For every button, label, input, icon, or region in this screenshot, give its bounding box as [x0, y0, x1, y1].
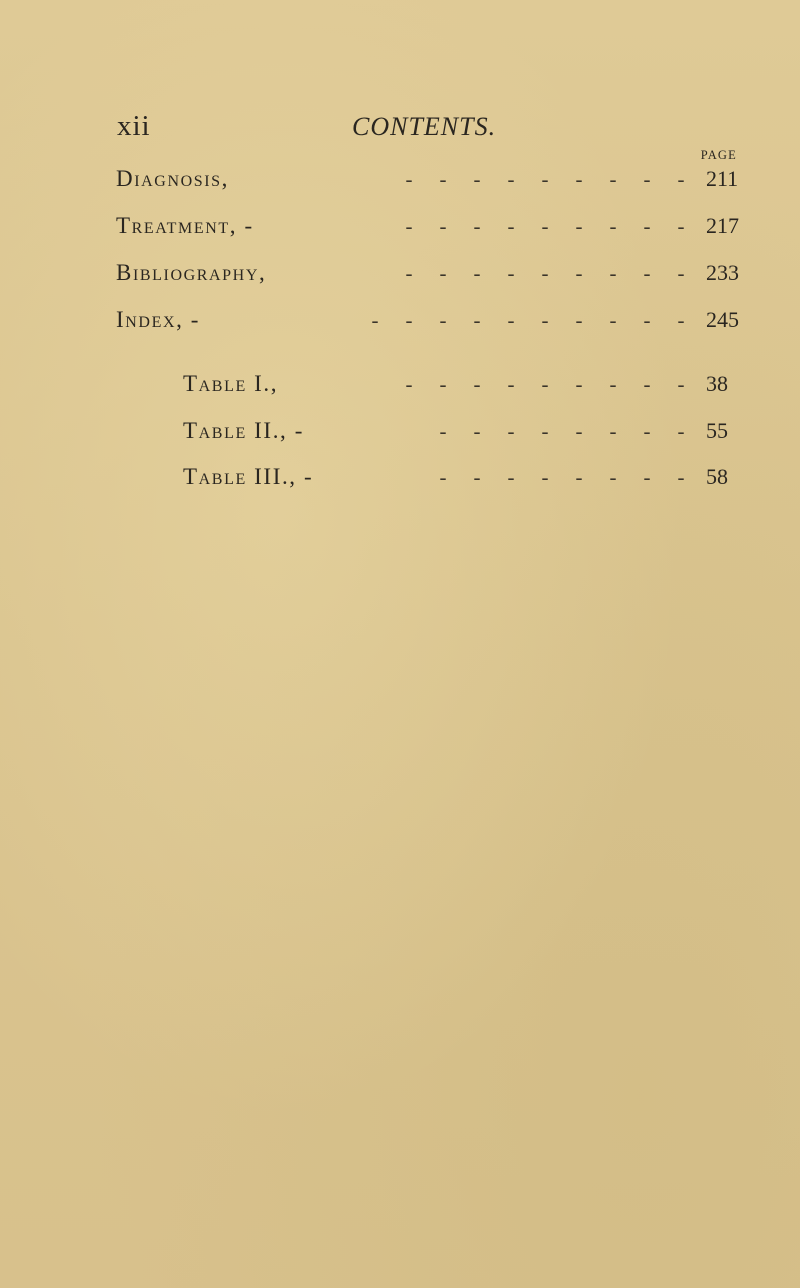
leader-dash: - [575, 465, 583, 489]
leader-dash: - [575, 419, 583, 443]
leader-dash: - [609, 308, 617, 332]
leader-dash: - [609, 465, 617, 489]
leader-dash: - [575, 308, 583, 332]
leader-dash: - [439, 214, 447, 238]
toc-entry-index [116, 307, 746, 347]
toc-entry-label: Table III., - [183, 464, 314, 489]
leader-dash: - [405, 261, 413, 285]
leader-dash: - [473, 214, 481, 238]
dot-leader [229, 167, 706, 192]
leader-dash: - [609, 372, 617, 396]
leader-dash: - [541, 372, 549, 396]
leader-dash: - [405, 308, 413, 332]
leader-dash: - [541, 419, 549, 443]
leader-dash: - [439, 261, 447, 285]
leader-dash: - [609, 214, 617, 238]
leader-dash: - [473, 167, 481, 191]
leader-dash: - [643, 419, 651, 443]
running-head [0, 104, 800, 148]
leader-dash: - [473, 419, 481, 443]
toc-entry-label: Index, - [116, 307, 201, 332]
leader-dash: - [575, 372, 583, 396]
leader-dash: - [439, 465, 447, 489]
dot-leader [313, 465, 706, 490]
toc-table-2 [183, 418, 746, 458]
leader-dash: - [575, 261, 583, 285]
toc-entry-label: Diagnosis, [116, 166, 230, 191]
leader-dash: - [609, 261, 617, 285]
leader-dash: - [541, 214, 549, 238]
leader-dash: - [541, 167, 549, 191]
page-title: CONTENTS. [352, 112, 497, 141]
leader-dash: - [643, 167, 651, 191]
toc-entry-label: Table I., [183, 371, 279, 396]
toc-entry-label: Table II., - [183, 418, 305, 443]
leader-dash: - [439, 372, 447, 396]
leader-dash: - [677, 214, 685, 238]
toc-table-3 [183, 464, 746, 504]
dot-leader [254, 214, 706, 239]
leader-dash: - [643, 261, 651, 285]
leader-dash: - [643, 308, 651, 332]
page-column-label: PAGE [700, 148, 737, 162]
leader-dash: - [473, 308, 481, 332]
toc-entry-page: 38 [706, 371, 728, 396]
leader-dash: - [677, 372, 685, 396]
leader-dash: - [575, 214, 583, 238]
leader-dash: - [473, 261, 481, 285]
leader-dash: - [371, 308, 379, 332]
leader-dash: - [541, 465, 549, 489]
toc-table-1 [183, 371, 746, 411]
toc-entry-page: 55 [706, 418, 728, 443]
toc-entry-page: 211 [706, 166, 739, 191]
toc-entry-page: 217 [706, 213, 739, 238]
leader-dash: - [439, 167, 447, 191]
dot-leader [266, 261, 706, 286]
leader-dash: - [405, 372, 413, 396]
toc-entry-page: 233 [706, 260, 739, 285]
leader-dash: - [643, 465, 651, 489]
leader-dash: - [405, 167, 413, 191]
dot-leader [278, 372, 706, 397]
leader-dash: - [677, 261, 685, 285]
toc-entry-label: Treatment, - [116, 213, 254, 238]
leader-dash: - [507, 419, 515, 443]
toc-entry-bibliography [116, 260, 746, 300]
leader-dash: - [609, 167, 617, 191]
leader-dash: - [541, 261, 549, 285]
leader-dash: - [575, 167, 583, 191]
leader-dash: - [677, 419, 685, 443]
leader-dash: - [507, 465, 515, 489]
leader-dash: - [507, 308, 515, 332]
toc-entry-page: 245 [706, 307, 739, 332]
leader-dash: - [473, 465, 481, 489]
leader-dash: - [677, 308, 685, 332]
toc-entry-page: 58 [706, 464, 728, 489]
page-folio: xii [117, 110, 151, 142]
toc-entry-diagnosis [116, 166, 746, 206]
leader-dash: - [507, 214, 515, 238]
leader-dash: - [405, 214, 413, 238]
leader-dash: - [541, 308, 549, 332]
leader-dash: - [677, 465, 685, 489]
leader-dash: - [439, 419, 447, 443]
leader-dash: - [609, 419, 617, 443]
leader-dash: - [677, 167, 685, 191]
leader-dash: - [643, 214, 651, 238]
leader-dash: - [473, 372, 481, 396]
leader-dash: - [507, 167, 515, 191]
leader-dash: - [439, 308, 447, 332]
toc-entry-label: Bibliography, [116, 260, 267, 285]
dot-leader [304, 419, 706, 444]
dot-leader [200, 308, 706, 333]
leader-dash: - [643, 372, 651, 396]
leader-dash: - [507, 372, 515, 396]
leader-dash: - [507, 261, 515, 285]
toc-entry-treatment [116, 213, 746, 253]
